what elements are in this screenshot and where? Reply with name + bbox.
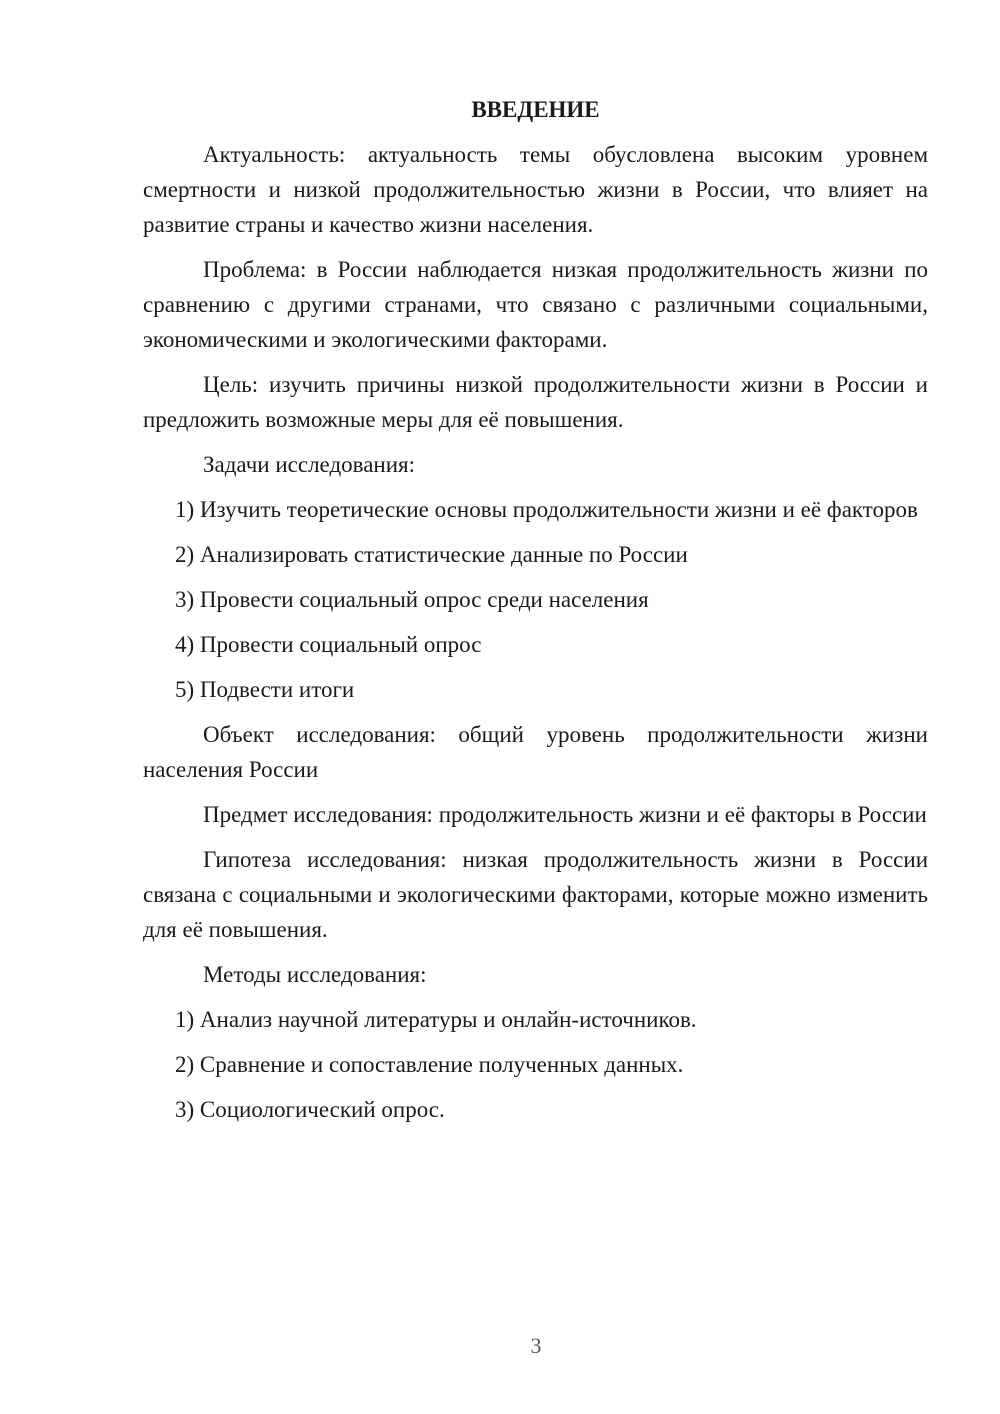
relevance-paragraph: Актуальность: актуальность темы обусловлена высоким уровнем смертности и низкой продолжительностью жизни в России, что влияет на развитие страны и качество жизни населения. — [143, 142, 928, 237]
tasks-heading: Задачи исследования: — [203, 452, 416, 477]
task-item: 1) Изучить теоретические основы продолжительности жизни и её факторов — [175, 497, 918, 522]
method-item: 1) Анализ научной литературы и онлайн-источников. — [175, 1007, 697, 1032]
task-item: 3) Провести социальный опрос среди населения — [175, 587, 649, 612]
problem-paragraph: Проблема: в России наблюдается низкая продолжительность жизни по сравнению с другими странами, что связано с различными социальными, экономическими и экологическими факторами. — [143, 257, 928, 352]
task-item: 5) Подвести итоги — [175, 677, 355, 702]
page-content — [143, 95, 928, 1137]
object-paragraph: Объект исследования: общий уровень продолжительности жизни населения России — [143, 722, 928, 782]
page-number: 3 — [530, 1333, 542, 1358]
page-title: ВВЕДЕНИЕ — [471, 97, 600, 122]
hypothesis-paragraph: Гипотеза исследования: низкая продолжительность жизни в России связана с социальными и экологическими факторами, которые можно изменить для её повышения. — [143, 847, 928, 942]
task-item: 4) Провести социальный опрос — [175, 632, 482, 657]
task-item: 2) Анализировать статистические данные по России — [175, 542, 688, 567]
method-item: 2) Сравнение и сопоставление полученных данных. — [175, 1052, 684, 1077]
goal-paragraph: Цель: изучить причины низкой продолжительности жизни в России и предложить возможные меры для её повышения. — [143, 372, 928, 432]
method-item: 3) Социологический опрос. — [175, 1097, 445, 1122]
methods-heading: Методы исследования: — [203, 962, 427, 987]
subject-paragraph: Предмет исследования: продолжительность жизни и её факторы в России — [203, 802, 927, 827]
